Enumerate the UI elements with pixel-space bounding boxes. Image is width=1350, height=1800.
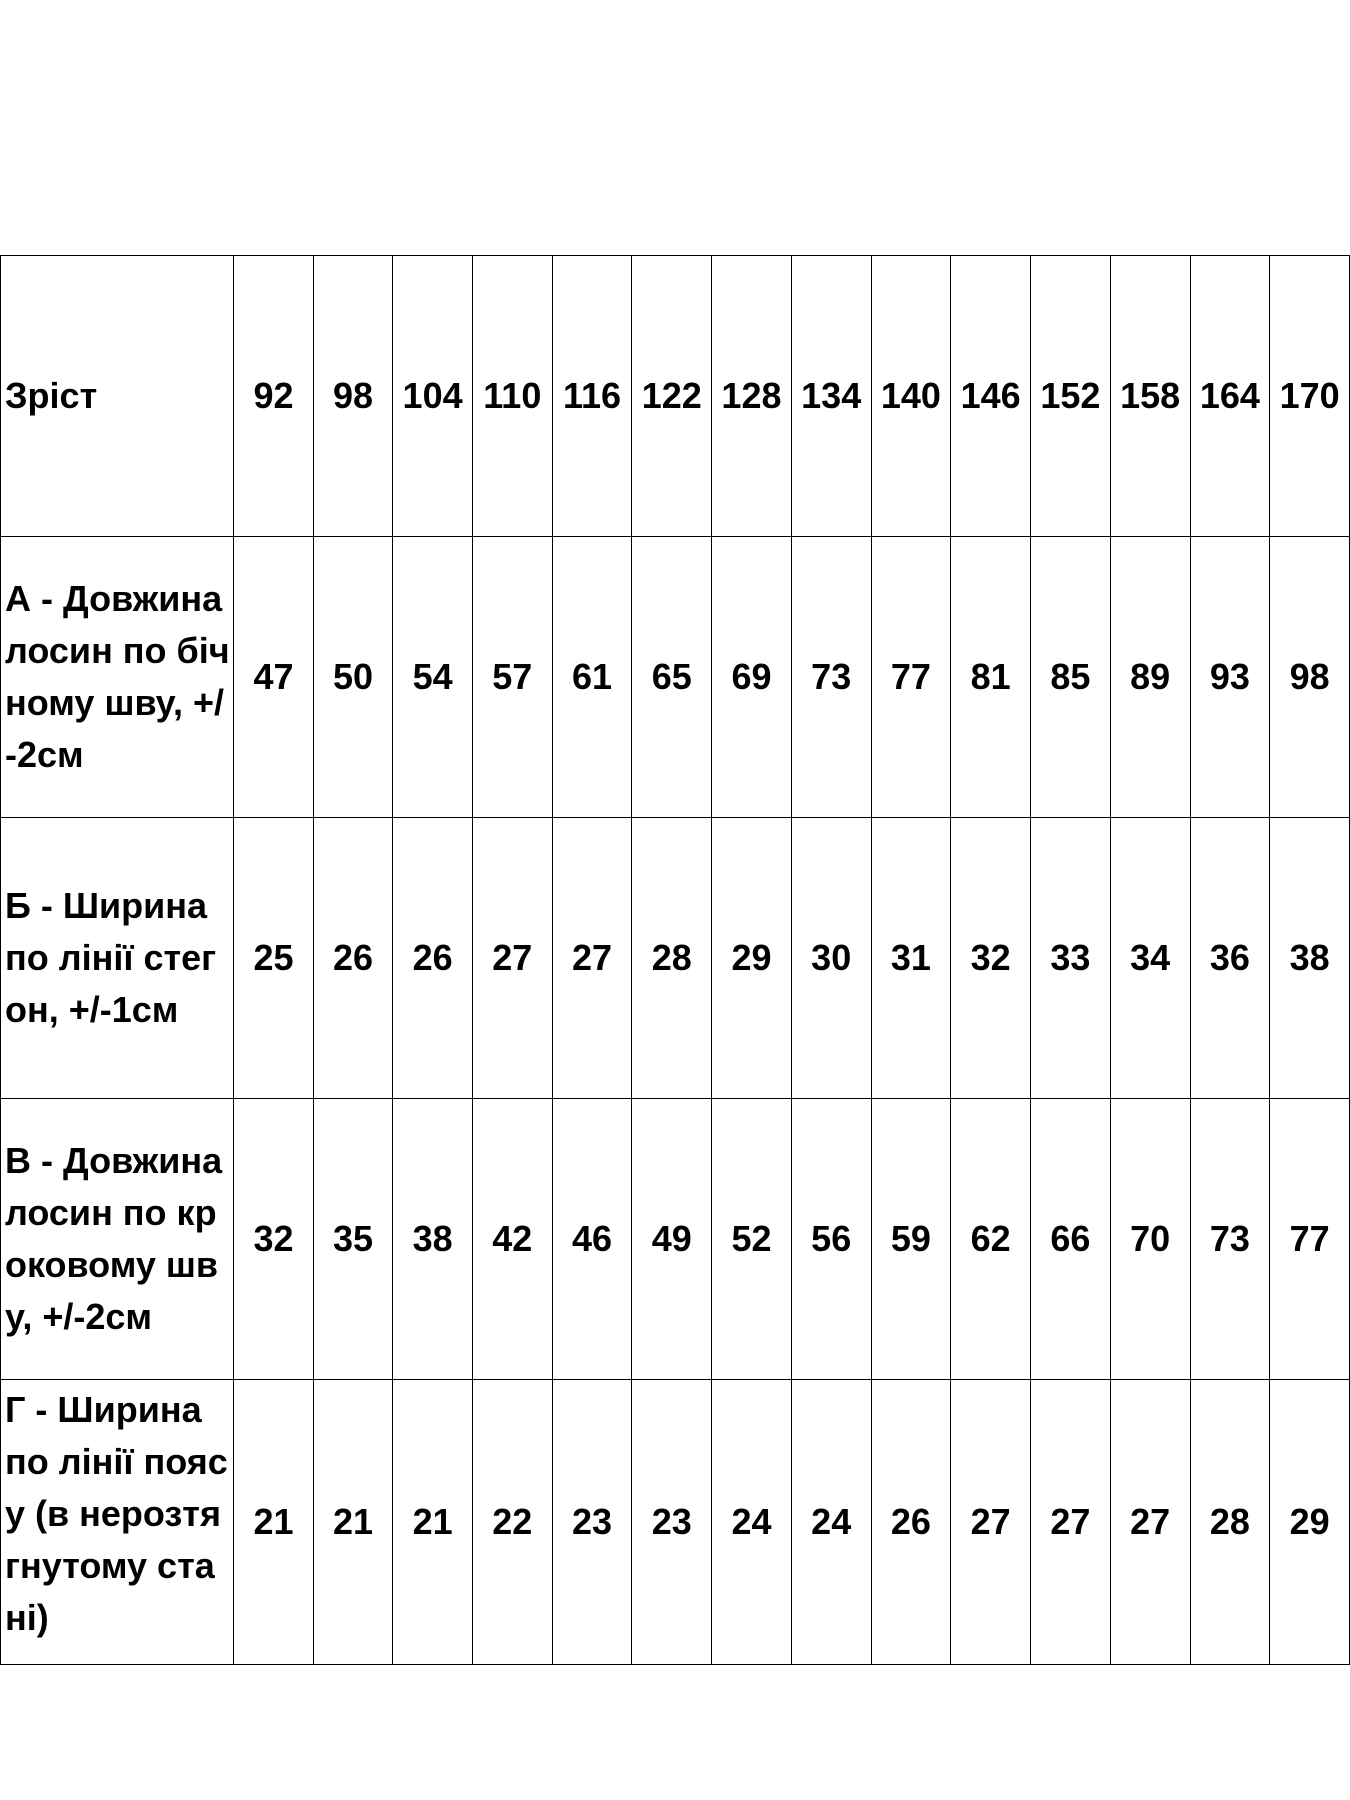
measurement-value: 30	[791, 818, 871, 1099]
measurement-value: 89	[1110, 537, 1190, 818]
measurement-label: В - Довжина лосин по кроковому шву, +/-2см	[1, 1099, 234, 1380]
measurement-value: 32	[234, 1099, 313, 1380]
size-chart-table	[0, 255, 1350, 1665]
measurement-value: 81	[951, 537, 1031, 818]
measurement-value: 73	[791, 537, 871, 818]
measurement-value: 31	[871, 818, 951, 1099]
height-header-row	[1, 256, 1350, 537]
measurement-value: 27	[1031, 1380, 1111, 1665]
measurement-value: 98	[1270, 537, 1350, 818]
measurement-value: 29	[712, 818, 792, 1099]
height-value: 116	[552, 256, 632, 537]
measurement-value: 21	[234, 1380, 313, 1665]
measurement-value: 27	[1110, 1380, 1190, 1665]
measurement-value: 32	[951, 818, 1031, 1099]
measurement-row-a	[1, 537, 1350, 818]
measurement-label-cell	[1, 1380, 234, 1665]
measurement-value: 52	[712, 1099, 792, 1380]
measurement-value: 56	[791, 1099, 871, 1380]
measurement-value: 65	[632, 537, 712, 818]
measurement-value: 77	[871, 537, 951, 818]
measurement-value: 33	[1031, 818, 1111, 1099]
measurement-value: 25	[234, 818, 313, 1099]
measurement-value: 22	[472, 1380, 552, 1665]
measurement-value: 27	[951, 1380, 1031, 1665]
measurement-value: 26	[313, 818, 392, 1099]
measurement-value: 57	[472, 537, 552, 818]
measurement-value: 47	[234, 537, 313, 818]
measurement-value: 21	[393, 1380, 473, 1665]
measurement-value: 59	[871, 1099, 951, 1380]
height-label: Зріст	[1, 256, 234, 537]
height-value: 140	[871, 256, 951, 537]
measurement-value: 26	[871, 1380, 951, 1665]
height-value: 164	[1190, 256, 1270, 537]
measurement-value: 21	[313, 1380, 392, 1665]
height-value: 146	[951, 256, 1031, 537]
measurement-label: А - Довжина лосин по бічному шву, +/-2см	[1, 537, 234, 818]
height-value: 134	[791, 256, 871, 537]
measurement-value: 73	[1190, 1099, 1270, 1380]
measurement-value: 62	[951, 1099, 1031, 1380]
measurement-value: 85	[1031, 537, 1111, 818]
measurement-value: 38	[1270, 818, 1350, 1099]
height-value: 170	[1270, 256, 1350, 537]
measurement-value: 46	[552, 1099, 632, 1380]
measurement-value: 38	[393, 1099, 473, 1380]
height-value: 92	[234, 256, 313, 537]
measurement-value: 50	[313, 537, 392, 818]
measurement-row-b	[1, 818, 1350, 1099]
measurement-value: 27	[552, 818, 632, 1099]
measurement-row-v	[1, 1099, 1350, 1380]
measurement-label: Б - Ширина по лінії стегон, +/-1см	[1, 818, 234, 1099]
measurement-value: 23	[632, 1380, 712, 1665]
measurement-value: 49	[632, 1099, 712, 1380]
measurement-value: 26	[393, 818, 473, 1099]
measurement-value: 23	[552, 1380, 632, 1665]
measurement-value: 28	[1190, 1380, 1270, 1665]
measurement-value: 24	[791, 1380, 871, 1665]
measurement-value: 70	[1110, 1099, 1190, 1380]
measurement-row-g	[1, 1380, 1350, 1665]
measurement-value: 28	[632, 818, 712, 1099]
height-value: 98	[313, 256, 392, 537]
measurement-value: 35	[313, 1099, 392, 1380]
height-value: 104	[393, 256, 473, 537]
measurement-value: 29	[1270, 1380, 1350, 1665]
measurement-value: 69	[712, 537, 792, 818]
measurement-value: 54	[393, 537, 473, 818]
height-value: 110	[472, 256, 552, 537]
height-value: 158	[1110, 256, 1190, 537]
measurement-value: 27	[472, 818, 552, 1099]
measurement-value: 34	[1110, 818, 1190, 1099]
measurement-label: Г - Ширина по лінії поясу (в нерозтягнутому стані)	[5, 1389, 228, 1638]
measurement-value: 24	[712, 1380, 792, 1665]
measurement-value: 42	[472, 1099, 552, 1380]
measurement-value: 61	[552, 537, 632, 818]
height-value: 152	[1031, 256, 1111, 537]
height-value: 122	[632, 256, 712, 537]
measurement-value: 36	[1190, 818, 1270, 1099]
measurement-value: 66	[1031, 1099, 1111, 1380]
height-value: 128	[712, 256, 792, 537]
measurement-value: 77	[1270, 1099, 1350, 1380]
measurement-value: 93	[1190, 537, 1270, 818]
